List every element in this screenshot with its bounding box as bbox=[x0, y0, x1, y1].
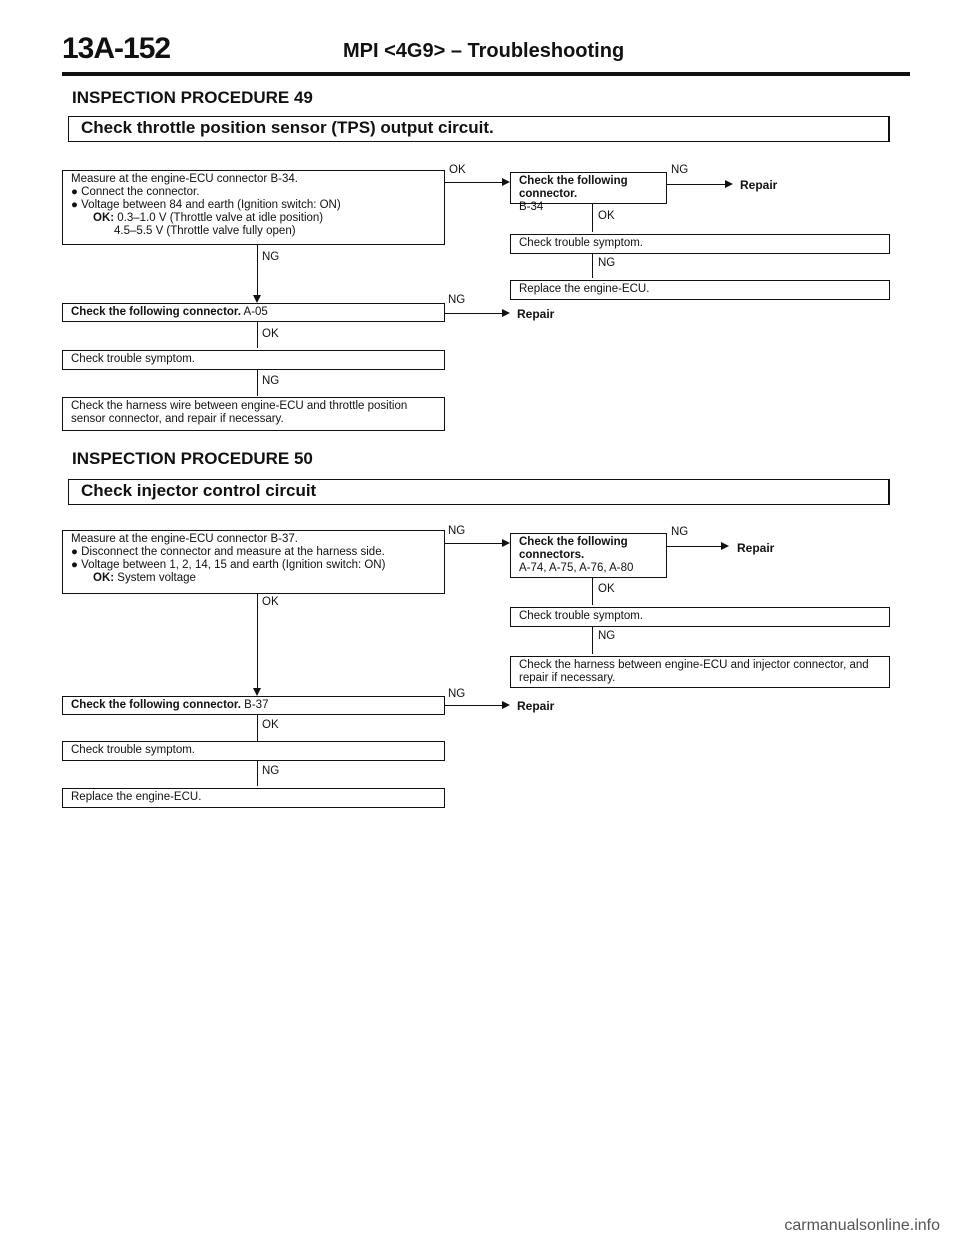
arrow-right-icon bbox=[502, 309, 510, 317]
p49-measure-line1: Measure at the engine-ECU connector B-34. bbox=[71, 173, 298, 185]
p49-check-b34-box bbox=[510, 172, 667, 213]
p49-replace-ecu-box bbox=[510, 280, 890, 300]
p50-measure-line1: Measure at the engine-ECU connector B-37. bbox=[71, 533, 298, 545]
header-rule bbox=[62, 72, 910, 76]
p50-ng-label-1: NG bbox=[448, 525, 466, 537]
p49-harness-box bbox=[62, 397, 445, 431]
p50-connector-line bbox=[445, 705, 503, 706]
p50-check-trouble-left: Check trouble symptom. bbox=[71, 744, 195, 756]
p49-check-a05-bold: Check the following connector. bbox=[71, 306, 241, 318]
p49-measure-box bbox=[62, 170, 445, 245]
p50-connector-line bbox=[667, 546, 723, 547]
page-number: 13A-152 bbox=[62, 32, 171, 65]
p49-check-trouble-right-box bbox=[510, 234, 890, 254]
p49-ng-label-5: NG bbox=[262, 375, 280, 387]
p49-connector-line bbox=[445, 182, 507, 183]
p50-check-conns-bold: Check the following connectors. bbox=[519, 536, 628, 561]
p50-measure-line4: System voltage bbox=[117, 572, 196, 584]
p49-check-trouble-left-box bbox=[62, 350, 445, 370]
p50-ng-label-4: NG bbox=[448, 688, 466, 700]
procedure-50-title-bar: Check injector control circuit bbox=[68, 479, 890, 505]
p50-ng-label-3: NG bbox=[598, 630, 616, 642]
p50-ng-label-5: NG bbox=[262, 765, 280, 777]
p50-connector-line bbox=[257, 715, 258, 741]
p50-measure-box bbox=[62, 530, 445, 594]
p50-replace-ecu-box bbox=[62, 788, 445, 808]
p49-connector-line bbox=[445, 313, 503, 314]
p50-ng-label-2: NG bbox=[671, 526, 689, 538]
watermark: carmanualsonline.info bbox=[784, 1217, 940, 1234]
p50-check-trouble-left-box bbox=[62, 741, 445, 761]
p49-connector-line bbox=[592, 254, 593, 278]
p49-connector-line bbox=[257, 245, 258, 301]
p49-measure-line2: ● Connect the connector. bbox=[71, 186, 200, 198]
p50-check-conns-ids: A-74, A-75, A-76, A-80 bbox=[519, 562, 634, 574]
p49-measure-line3: ● Voltage between 84 and earth (Ignition switch: ON) bbox=[71, 199, 341, 211]
p49-connector-line bbox=[667, 184, 727, 185]
p50-check-conns-box bbox=[510, 533, 667, 578]
p49-measure-line4: 0.3–1.0 V (Throttle valve at idle position) bbox=[117, 212, 324, 224]
p49-repair-1: Repair bbox=[740, 178, 778, 192]
p49-ok-label-1: OK bbox=[449, 164, 466, 176]
p49-harness: Check the harness wire between engine-ECU and throttle position sensor connector, and repair if necessary. bbox=[71, 400, 408, 425]
p49-ng-label-2: NG bbox=[598, 257, 616, 269]
procedure-50-heading: INSPECTION PROCEDURE 50 bbox=[72, 449, 313, 468]
p49-connector-line bbox=[592, 204, 593, 232]
p50-ok-label: OK: bbox=[93, 572, 115, 584]
p49-ok-label: OK: bbox=[93, 212, 115, 224]
p50-check-b37-box bbox=[62, 696, 445, 715]
page-title: MPI <4G9> – Troubleshooting bbox=[343, 40, 625, 62]
p50-connector-line bbox=[592, 627, 593, 654]
p49-ng-label-3: NG bbox=[262, 251, 280, 263]
p50-measure-line3: ● Voltage between 1, 2, 14, 15 and earth (Ignition switch: ON) bbox=[71, 559, 386, 571]
p49-check-a05-box bbox=[62, 303, 445, 322]
p49-measure-line5: 4.5–5.5 V (Throttle valve fully open) bbox=[114, 225, 296, 237]
arrow-down-icon bbox=[253, 688, 261, 696]
p50-harness-box bbox=[510, 656, 890, 688]
arrow-right-icon bbox=[725, 180, 733, 188]
p50-check-b37-bold: Check the following connector. bbox=[71, 699, 241, 711]
procedure-49-heading: INSPECTION PROCEDURE 49 bbox=[72, 88, 313, 107]
arrow-right-icon bbox=[721, 542, 729, 550]
p50-connector-line bbox=[257, 761, 258, 786]
p50-ok-label-3: OK bbox=[262, 719, 279, 731]
p50-replace-ecu: Replace the engine-ECU. bbox=[71, 791, 202, 803]
p49-ok-label-3: OK bbox=[262, 328, 279, 340]
p49-connector-line bbox=[257, 370, 258, 396]
p49-check-trouble-right: Check trouble symptom. bbox=[519, 237, 643, 249]
p49-connector-line bbox=[257, 322, 258, 348]
p50-repair-1: Repair bbox=[737, 541, 775, 555]
p49-replace-ecu: Replace the engine-ECU. bbox=[519, 283, 650, 295]
p50-connector-line bbox=[257, 594, 258, 694]
p50-connector-line bbox=[445, 543, 507, 544]
arrow-right-icon bbox=[502, 178, 510, 186]
p49-ng-label-4: NG bbox=[448, 294, 466, 306]
arrow-right-icon bbox=[502, 701, 510, 709]
p49-check-b34-bold: Check the following connector. bbox=[519, 175, 628, 200]
p50-check-b37-id: B-37 bbox=[244, 699, 269, 711]
arrow-right-icon bbox=[502, 539, 510, 547]
p50-ok-label-2: OK bbox=[262, 596, 279, 608]
p49-check-trouble-left: Check trouble symptom. bbox=[71, 353, 195, 365]
p49-check-a05-id: A-05 bbox=[243, 306, 268, 318]
p50-repair-2: Repair bbox=[517, 699, 555, 713]
p50-measure-line2: ● Disconnect the connector and measure at the harness side. bbox=[71, 546, 385, 558]
arrow-down-icon bbox=[253, 295, 261, 303]
p49-ok-label-2: OK bbox=[598, 210, 615, 222]
procedure-49-title-bar: Check throttle position sensor (TPS) output circuit. bbox=[68, 116, 890, 142]
p50-connector-line bbox=[592, 578, 593, 605]
p50-harness: Check the harness between engine-ECU and injector connector, and repair if necessary. bbox=[519, 659, 869, 684]
p50-check-trouble-right: Check trouble symptom. bbox=[519, 610, 643, 622]
p50-check-trouble-right-box bbox=[510, 607, 890, 627]
p49-ng-label-1: NG bbox=[671, 164, 689, 176]
p49-repair-2: Repair bbox=[517, 307, 555, 321]
p49-check-b34-id: B-34 bbox=[519, 201, 544, 213]
p50-ok-label-1: OK bbox=[598, 583, 615, 595]
